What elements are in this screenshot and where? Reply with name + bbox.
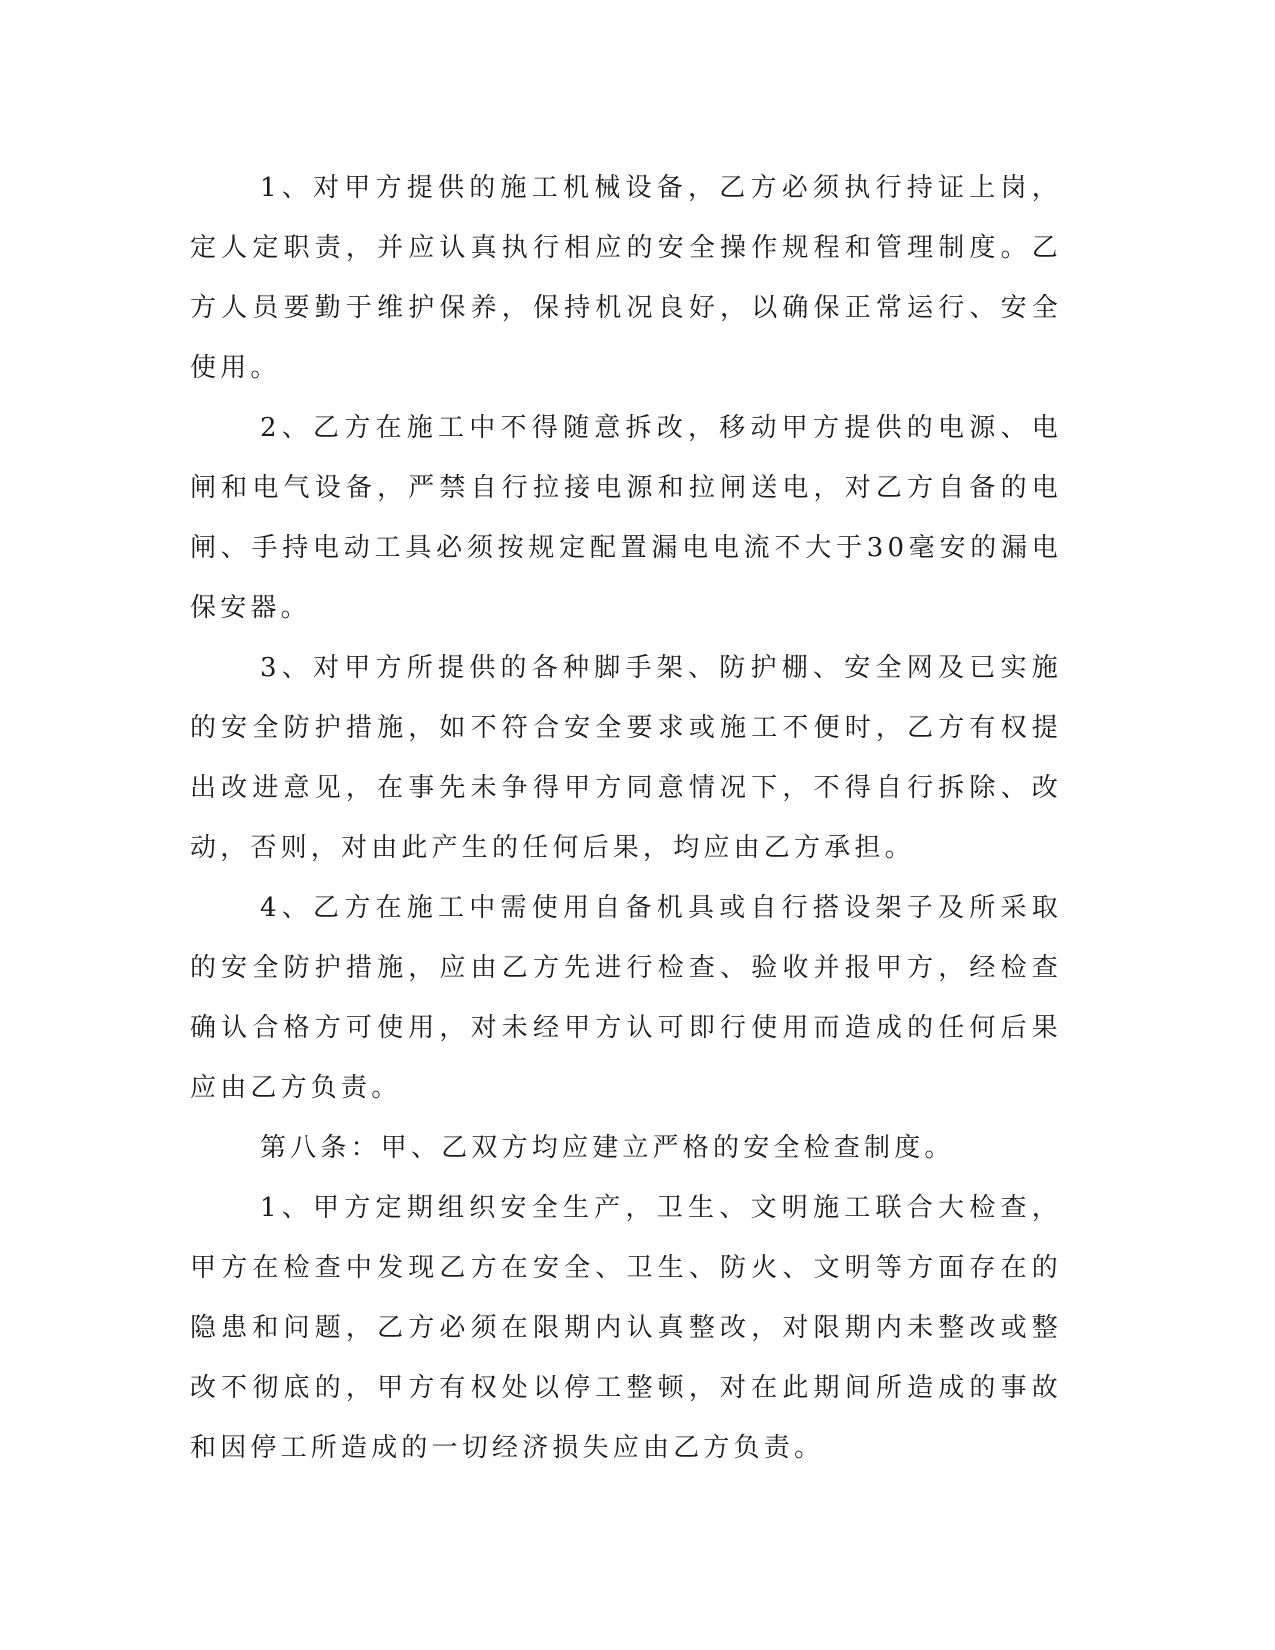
paragraph-self-owned-equipment: 4、乙方在施工中需使用自备机具或自行搭设架子及所采取的安全防护措施，应由乙方先进行检查、验收并报甲方，经检查确认合格方可使用，对未经甲方认可即行使用而造成的任何后果应由乙方负责。	[190, 893, 1062, 1103]
article-eight-heading: 第八条：甲、乙双方均应建立严格的安全检查制度。	[260, 1133, 955, 1163]
paragraph-electrical-safety: 2、乙方在施工中不得随意拆改，移动甲方提供的电源、电闸和电气设备，严禁自行拉接电源和拉闸送电，对乙方自备的电闸、手持电动工具必须按规定配置漏电电流不大于30毫安的漏电保安器。	[190, 413, 1062, 623]
paragraph-safety-inspection: 1、甲方定期组织安全生产，卫生、文明施工联合大检查，甲方在检查中发现乙方在安全、卫生、防火、文明等方面存在的隐患和问题，乙方必须在限期内认真整改，对限期内未整改或整改不彻底的，甲方有权处以停工整顿，对在此期间所造成的事故和因停工所造成的一切经济损失应由乙方负责。	[190, 1193, 1062, 1463]
paragraph-scaffolding-protection: 3、对甲方所提供的各种脚手架、防护棚、安全网及已实施的安全防护措施，如不符合安全要求或施工不便时，乙方有权提出改进意见，在事先未争得甲方同意情况下，不得自行拆除、改动，否则，对由此产生的任何后果，均应由乙方承担。	[190, 653, 1062, 863]
document-body	[190, 158, 1062, 1478]
paragraph-equipment-operation: 1、对甲方提供的施工机械设备，乙方必须执行持证上岗，定人定职责，并应认真执行相应的安全操作规程和管理制度。乙方人员要勤于维护保养，保持机况良好，以确保正常运行、安全使用。	[190, 173, 1062, 383]
